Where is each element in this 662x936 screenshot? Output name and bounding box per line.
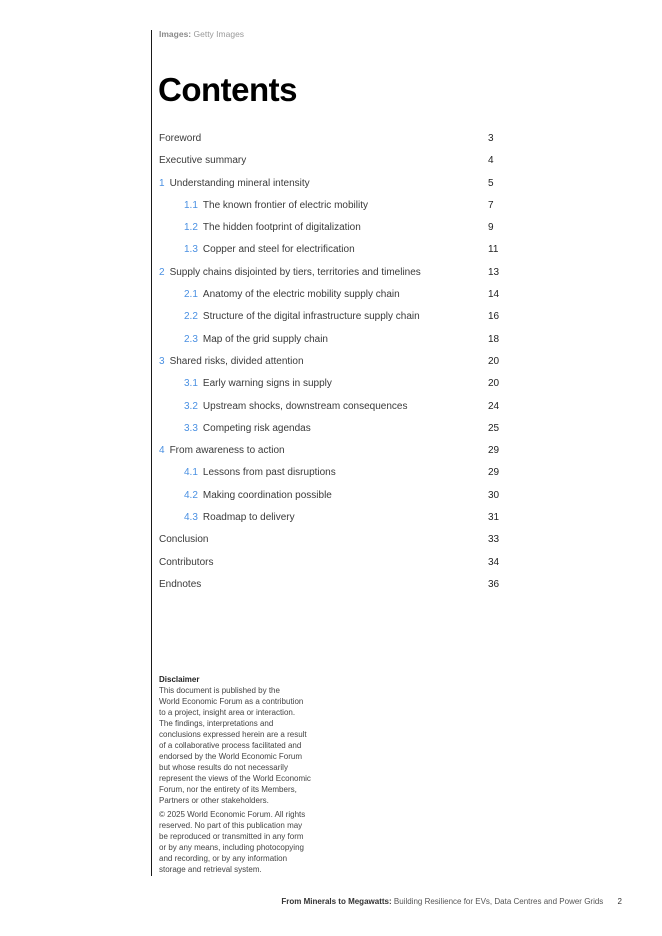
toc-entry-label: Structure of the digital infrastructure supply chain xyxy=(202,311,420,323)
toc-entry-label: Executive summary xyxy=(159,155,247,167)
toc-entry-label: Foreword xyxy=(159,133,202,144)
toc-entry-page: 20 xyxy=(488,355,500,367)
toc-entry[interactable] xyxy=(159,175,504,197)
toc-entry-page: 11 xyxy=(488,244,499,256)
toc-entry[interactable] xyxy=(159,375,504,397)
disclaimer-heading: Disclaimer xyxy=(159,675,200,684)
toc-entry-page: 29 xyxy=(488,467,500,479)
page-number: 2 xyxy=(617,897,622,906)
toc-entry-page: 16 xyxy=(488,311,500,323)
toc-entry-label: Making coordination possible xyxy=(202,489,332,501)
toc-entry-number: 4.3 xyxy=(184,512,198,524)
disclaimer-text: This document is published by the World Economic Forum as a contribution to a project, insight area or interaction. The findings, interpretations and conclusions expressed herein are a result of a collaborative process facilitated and endorsed by the World Economic Forum but whose results do not necessarily represent the views of the World Economic Forum, nor the entirety of its Members, Partners or other stakeholders. xyxy=(159,686,311,805)
image-credit-value: Getty Images xyxy=(193,29,245,39)
toc-entry-label: Understanding mineral intensity xyxy=(169,177,310,189)
toc-entry-page: 25 xyxy=(488,422,500,434)
toc-entry[interactable] xyxy=(159,398,504,420)
toc-entry-page: 4 xyxy=(488,155,494,167)
toc-entry-page: 14 xyxy=(488,289,500,301)
toc-entry-number: 2.2 xyxy=(184,311,198,323)
toc-entry-number: 1 xyxy=(159,177,165,189)
toc-entry-page: 36 xyxy=(488,578,500,590)
toc-entry[interactable] xyxy=(159,197,504,219)
copyright-text: © 2025 World Economic Forum. All rights reserved. No part of this publication may be reproduced or transmitted in any form or by any means, including photocopying and recording, or by any information storage and retrieval system. xyxy=(159,810,306,874)
toc-entry-page: 7 xyxy=(488,199,494,211)
toc-entry[interactable] xyxy=(159,130,504,152)
toc-entry-label: Copper and steel for electrification xyxy=(202,244,355,256)
toc-entry-number: 3.2 xyxy=(184,400,198,412)
toc-entry-number: 3.3 xyxy=(184,422,198,434)
toc-entry-label: The hidden footprint of digitalization xyxy=(202,222,361,234)
toc-entry-page: 29 xyxy=(488,445,500,457)
toc-entry[interactable] xyxy=(159,353,504,375)
toc-entry[interactable] xyxy=(159,554,504,576)
toc-entry[interactable] xyxy=(159,487,504,509)
toc-entry[interactable] xyxy=(159,420,504,442)
toc-entry-page: 5 xyxy=(488,177,494,189)
toc-entry-number: 4 xyxy=(159,445,165,457)
toc-entry-number: 3.1 xyxy=(184,378,198,390)
toc-entry-label: Anatomy of the electric mobility supply chain xyxy=(202,289,400,301)
toc-entry-label: Endnotes xyxy=(159,578,202,590)
image-credit-label: Images: xyxy=(159,29,192,39)
toc-entry-number: 2.3 xyxy=(184,333,198,345)
toc-entry-label: Contributors xyxy=(159,556,214,568)
table-of-contents xyxy=(159,130,504,598)
toc-entry[interactable] xyxy=(159,286,504,308)
image-credit xyxy=(159,29,244,39)
page-title: Contents xyxy=(158,71,297,108)
toc-entry[interactable] xyxy=(159,264,504,286)
toc-entry-page: 13 xyxy=(488,266,500,278)
toc-entry-number: 1.2 xyxy=(184,222,198,234)
toc-entry[interactable] xyxy=(159,331,504,353)
toc-entry[interactable] xyxy=(159,464,504,486)
toc-entry-label: Supply chains disjointed by tiers, territories and timelines xyxy=(169,266,421,278)
footer-title-bold: From Minerals to Megawatts: xyxy=(281,897,392,906)
toc-entry[interactable] xyxy=(159,241,504,263)
toc-entry-label: From awareness to action xyxy=(169,445,285,457)
toc-entry[interactable] xyxy=(159,219,504,241)
toc-entry-number: 1.1 xyxy=(184,199,198,211)
footer-title-rest: Building Resilience for EVs, Data Centres and Power Grids xyxy=(393,897,604,906)
toc-entry-number: 1.3 xyxy=(184,244,198,256)
toc-entry[interactable] xyxy=(159,509,504,531)
toc-entry-number: 2.1 xyxy=(184,289,198,301)
toc-entry-label: Competing risk agendas xyxy=(202,422,311,434)
toc-entry-number: 4.1 xyxy=(184,467,198,479)
toc-entry[interactable] xyxy=(159,152,504,174)
toc-entry-page: 18 xyxy=(488,333,500,345)
toc-entry-number: 2 xyxy=(159,266,165,278)
toc-entry-label: Map of the grid supply chain xyxy=(202,333,328,345)
toc-entry-label: Early warning signs in supply xyxy=(202,378,332,390)
toc-entry-page: 30 xyxy=(488,489,500,501)
toc-entry-page: 33 xyxy=(488,534,500,546)
toc-entry-page: 34 xyxy=(488,556,500,568)
toc-entry-page: 31 xyxy=(488,512,500,524)
toc-entry-page: 3 xyxy=(488,133,494,144)
toc-entry-number: 3 xyxy=(159,355,165,367)
toc-entry-label: Conclusion xyxy=(159,534,209,546)
toc-entry[interactable] xyxy=(159,308,504,330)
toc-entry[interactable] xyxy=(159,531,504,553)
toc-entry-page: 24 xyxy=(488,400,500,412)
toc-entry-label: Upstream shocks, downstream consequences xyxy=(202,400,408,412)
toc-entry-label: The known frontier of electric mobility xyxy=(202,199,368,211)
toc-entry[interactable] xyxy=(159,442,504,464)
toc-entry-number: 4.2 xyxy=(184,489,198,501)
toc-entry-label: Lessons from past disruptions xyxy=(202,467,336,479)
disclaimer xyxy=(159,674,319,878)
margin-rule xyxy=(151,30,152,876)
toc-entry-label: Roadmap to delivery xyxy=(202,512,295,524)
toc-entry-page: 9 xyxy=(488,222,494,234)
page-footer xyxy=(281,897,622,906)
toc-entry-page: 20 xyxy=(488,378,500,390)
toc-entry[interactable] xyxy=(159,576,504,598)
toc-entry-label: Shared risks, divided attention xyxy=(169,355,304,367)
